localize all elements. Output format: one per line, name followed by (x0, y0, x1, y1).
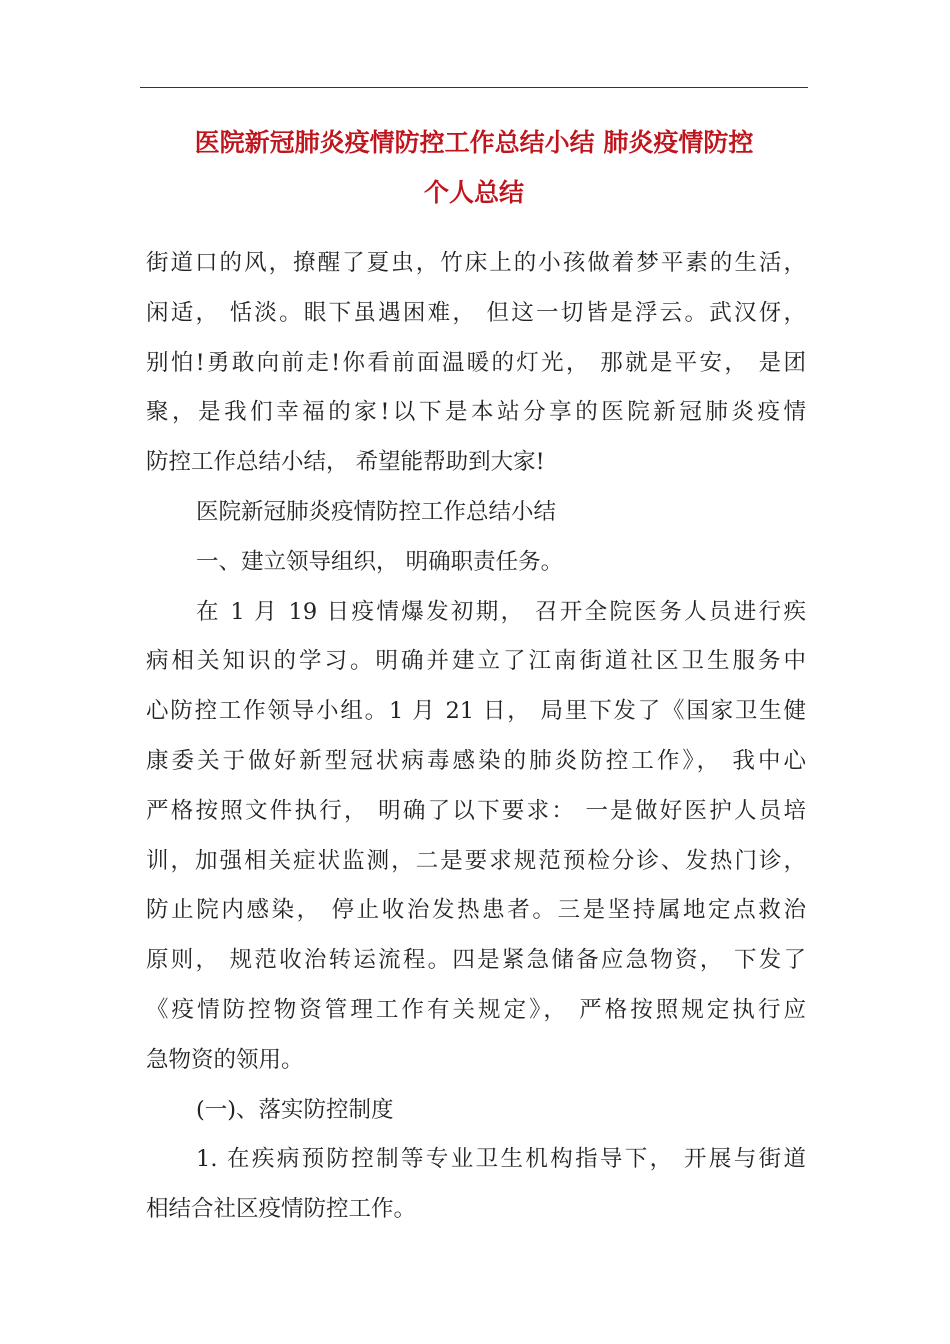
body-line: 急物资的领用。 (146, 1046, 304, 1073)
body-line: 相结合社区疫情防控工作。 (146, 1196, 417, 1223)
body-line: 病相关知识的学习。明确并建立了江南街道社区卫生服务中 (146, 648, 806, 675)
body-line: 防控工作总结小结， 希望能帮助到大家! (146, 449, 545, 476)
body-line: 原则， 规范收治转运流程。四是紧急储备应急物资， 下发了 (146, 947, 806, 974)
body-line: 聚，是我们幸福的家!以下是本站分享的医院新冠肺炎疫情 (146, 399, 806, 426)
title-line-2: 个人总结 (423, 178, 524, 207)
body-line: 街道口的风，撩醒了夏虫，竹床上的小孩做着梦平素的生活， (146, 250, 806, 276)
header-rule (140, 87, 808, 88)
body-line: (一)、落实防控制度 (196, 1096, 394, 1123)
document-body (146, 239, 806, 1235)
title-line-1: 医院新冠肺炎疫情防控工作总结小结 肺炎疫情防控 (194, 128, 754, 157)
body-line: 医院新冠肺炎疫情防控工作总结小结 (196, 498, 557, 525)
body-line: 在 1 月 19 日疫情爆发初期， 召开全院医务人员进行疾 (196, 598, 806, 625)
body-line: 别怕!勇敢向前走!你看前面温暖的灯光， 那就是平安， 是团 (146, 349, 806, 376)
body-line: 康委关于做好新型冠状病毒感染的肺炎防控工作》， 我中心 (146, 747, 806, 774)
body-line: 防止院内感染， 停止收治发热患者。三是坚持属地定点救治 (146, 897, 806, 924)
body-line: 训，加强相关症状监测，二是要求规范预检分诊、发热门诊， (146, 847, 806, 874)
body-line: 心防控工作领导小组。1 月 21 日， 局里下发了《国家卫生健 (146, 698, 806, 725)
body-line: 《疫情防控物资管理工作有关规定》， 严格按照规定执行应 (146, 996, 806, 1023)
body-line: 严格按照文件执行， 明确了以下要求： 一是做好医护人员培 (146, 797, 806, 824)
body-line: 1. 在疾病预防控制等专业卫生机构指导下， 开展与街道 (196, 1146, 806, 1173)
body-line: 闲适， 恬淡。眼下虽遇困难， 但这一切皆是浮云。武汉伢， (146, 299, 806, 326)
body-line: 一、建立领导组织， 明确职责任务。 (196, 548, 564, 575)
document-title (140, 118, 808, 218)
